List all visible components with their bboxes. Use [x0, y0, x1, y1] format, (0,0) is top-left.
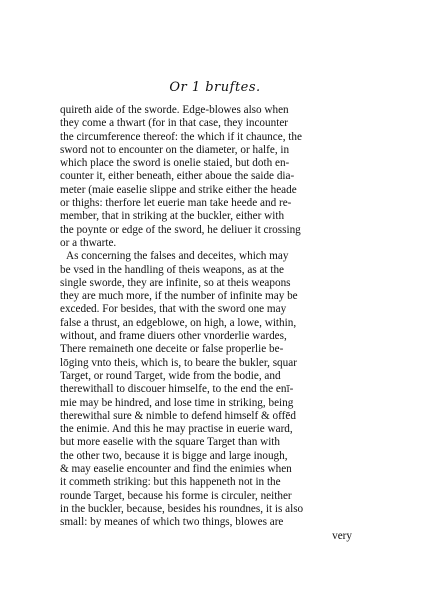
- text-line: Target, or round Target, wide from the bodie, and: [60, 369, 281, 382]
- text-line: There remaineth one deceite or false properlie be-: [60, 343, 284, 356]
- text-line: without, and frame diuers other vnorderlie wardes,: [60, 330, 287, 343]
- text-line: & may easelie encounter and find the enimies when: [60, 463, 292, 476]
- text-line: they are much more, if the number of infinite may be: [60, 290, 298, 303]
- text-line: small: by meanes of which two things, blowes are: [60, 516, 284, 529]
- text-line: but more easelie with the square Target than with: [60, 436, 281, 449]
- text-line: meter (maie easelie slippe and strike either the heade: [60, 183, 297, 196]
- text-line: which place the sword is onelie staied, but doth en-: [60, 157, 290, 170]
- text-line: sword not to encounter on the diameter, or halfe, in: [60, 143, 290, 156]
- text-line: quireth aide of the sworde. Edge-blowes also when: [60, 104, 289, 116]
- text-line: in the buckler, because, besides his roundnes, it is also: [60, 502, 304, 515]
- text-line: or thighs: therfore let euerie man take heede and re-: [60, 197, 292, 210]
- paragraph-start-line: As concerning the falses and deceites, which may: [66, 250, 289, 263]
- catchword-line: [60, 530, 356, 543]
- text-line: be vsed in the handling of theis weapons, as at the: [60, 263, 285, 276]
- text-line: lōging vnto theis, which is, to beare the bukler, squar: [60, 356, 297, 369]
- text-line: the poynte or edge of the sword, he deliuer it crossing: [60, 223, 301, 236]
- text-line: exceded. For besides, that with the sword one may: [60, 303, 287, 316]
- text-line: therewithall to discouer himselfe, to the end the enī-: [60, 383, 294, 396]
- text-line: it commeth striking: but this happeneth not in the: [60, 476, 281, 489]
- text-line: mie may be hindred, and lose time in striking, being: [60, 396, 294, 409]
- text-line: the circumference thereof: the which if it chaunce, the: [60, 130, 302, 143]
- text-line: single sworde, they are infinite, so at theis weapons: [60, 276, 291, 289]
- body-text: [60, 104, 356, 543]
- running-head: Or 1 bruftes.: [169, 80, 261, 95]
- text-line: member, that in striking at the buckler, either with: [60, 210, 285, 223]
- text-line: therewithal sure & nimble to defend himself & offēd: [60, 409, 296, 422]
- text-line: false a thrust, an edgeblowe, on high, a lowe, within,: [60, 316, 297, 329]
- text-line: rounde Target, because his forme is circuler, neither: [60, 489, 292, 502]
- catchword: very: [332, 529, 352, 542]
- text-line: the other two, because it is bigge and large inough,: [60, 449, 288, 462]
- text-line: they come a thwart (for in that case, they incounter: [60, 117, 289, 130]
- text-line: the enimie. And this he may practise in euerie ward,: [60, 423, 293, 436]
- text-line: or a thwarte.: [60, 236, 117, 249]
- text-line: counter it, either beneath, either aboue the saide dia-: [60, 170, 295, 183]
